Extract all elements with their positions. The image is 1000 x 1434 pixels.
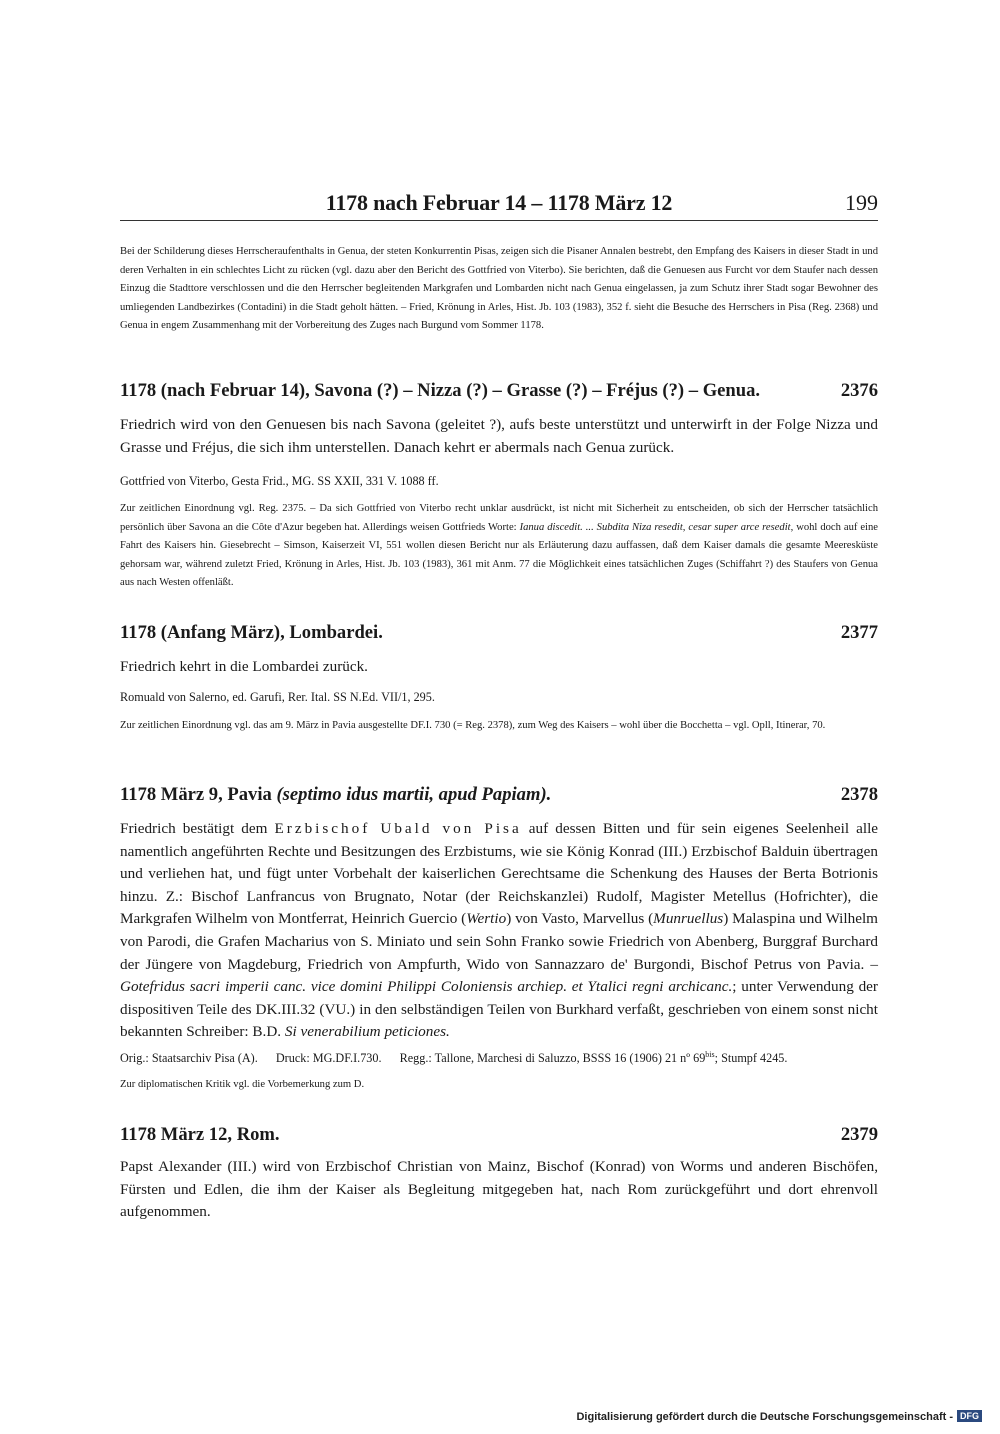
source-orig: Orig.: Staatsarchiv Pisa (A).: [120, 1051, 258, 1066]
comment-quote: Ianua discedit. ... Subdita Niza resedit, cesar super arce resedit,: [519, 521, 794, 533]
source-druck: Druck: MG.DF.I.730.: [275, 1051, 382, 1066]
text-italic: Munruellus: [653, 910, 724, 928]
regest-comment-2376: [120, 500, 878, 593]
text-italic: Wertio: [466, 910, 507, 928]
regest-source-2377: Romuald von Salerno, ed. Garufi, Rer. Ital. SS N.Ed. VII/1, 295.: [120, 690, 435, 704]
regest-heading-2379: [120, 1124, 878, 1146]
text-run: ) von Vasto, Marvellus (: [506, 910, 654, 928]
regest-number: 2376: [840, 380, 878, 401]
incipit: Si venerabilium peticiones.: [284, 1023, 450, 1041]
regest-comment-2378: Zur diplomatischen Kritik vgl. die Vorbemerkung zum D.: [120, 1079, 365, 1090]
comment-text: Zur zeitlichen Einordnung vgl. Reg. 2375. – Da sich Gottfried von Viterbo recht unklar ausdrückt, ist nicht mit Sicherheit zu entscheiden, ob sich der Herrscher tatsächlich persönlich über Savona an die Côte d'Azur begeben hat. Allerdings weisen Gottfrieds Worte:: [120, 503, 878, 533]
regest-text-2376: Friedrich wird von den Genuesen bis nach Savona (geleitet ?), aufs beste unterstützt und unterwirft in der Folge Nizza und Grasse und Fréjus, die sich ihm unterstellen. Danach kehrt er abermals nach Genua zurück.: [120, 416, 878, 456]
regest-number: 2379: [840, 1124, 878, 1145]
text-run: auf dessen Bitten und für sein eigenes Seelenheil alle namentlich angeführten Rechte und Besitzungen des Erzbistums, wie sie König Konrad (III.) Erzbischof Balduin übertragen und verliehen hat, und fügt unter Vorbehalt der kaiserlichen Gerechtsame die Schenkung des Hauses der Berta Botrionis hinzu. Z.: Bischof Lanfrancus von Brugnato, Notar (der Reichskanzlei) Rudolf, Magister Metellus (Hofrichter), die Markgrafen Wilhelm von Montferrat, Heinrich Guercio (: [120, 820, 879, 928]
regest-source-2378: [120, 1046, 878, 1067]
regest-comment-2377: Zur zeitlichen Einordnung vgl. das am 9. März in Pavia ausgestellte DF.I. 730 (= Reg. 2378), zum Weg des Kaisers – wohl über die Bocchetta – vgl. Opll, Itinerar, 70.: [120, 720, 826, 731]
regest-heading-date-latin: (septimo idus martii, apud Papiam).: [276, 784, 552, 805]
dfg-logo: DFG: [957, 1410, 982, 1422]
regest-source-2376: Gottfried von Viterbo, Gesta Frid., MG. SS XXII, 331 V. 1088 ff.: [120, 474, 439, 488]
regest-heading-2377: [120, 622, 878, 644]
regest-heading-text: 1178 März 9, Pavia: [120, 784, 272, 805]
regest-text-2378: [120, 818, 878, 1044]
page-number: 199: [845, 190, 878, 215]
text-run: Friedrich bestätigt dem: [120, 820, 268, 837]
source-regg-sup: bis: [705, 1050, 715, 1059]
regest-text-2377: Friedrich kehrt in die Lombardei zurück.: [120, 658, 368, 675]
recipient-spaced: Erzbischof Ubald von Pisa: [274, 820, 522, 837]
comment-text: wohl doch auf eine Fahrt des Kaisers hin. Giesebrecht – Simson, Kaiserzeit VI, 551 wollen diesen Bericht nur als Erläuterung dazu auffassen, daß dem Kaiser damals die gesamte Meeresküste gehorsam war, während zuletzt Fried, Krönung in Arles, Hist. Jb. 103 (1983), 361 mit Anm. 77 die Möglichkeit eines tatsächlichen Zuges (Schiffahrt ?) des Staufers von Genua aus nach Westen offenläßt.: [120, 521, 878, 589]
source-regg: ; Stumpf 4245.: [714, 1051, 788, 1066]
header-rule: [120, 220, 878, 221]
regest-heading-text: 1178 (Anfang März), Lombardei.: [120, 622, 383, 643]
text-run: ; unter Verwendung der dispositiven Teile des DK.III.32 (VU.) in den selbständigen Teilen von Burkhard verfaßt, geschrieben von einem sonst nicht bekannten Schreiber: B.D.: [120, 978, 878, 1041]
header-title: 1178 nach Februar 14 – 1178 März 12: [325, 190, 673, 215]
regest-text-2379: Papst Alexander (III.) wird von Erzbischof Christian von Mainz, Bischof (Konrad) von Worms und anderen Bischöfen, Fürsten und Edlen, die ihm der Kaiser als Begleitung mitgegeben hat, nach Rom zurückgeführt und dort ehrenvoll aufgenommen.: [120, 1158, 878, 1221]
source-regg: Regg.: Tallone, Marchesi di Saluzzo, BSSS 16 (1906) 21 nº 69: [399, 1051, 706, 1066]
running-header: [120, 190, 878, 222]
text-run: ) Malaspina und Wilhelm von Parodi, die Grafen Macharius von S. Miniato und sein Sohn Franko sowie Friedrich von Abenberg, Burggraf Burchard der Jüngere von Magdeburg, Friedrich von Ampfurth, Wido von Sannazzaro de' Burgondi, Bischof Petrus von Pavia. –: [120, 910, 878, 973]
regest-heading-text: 1178 (nach Februar 14), Savona (?) – Nizza (?) – Grasse (?) – Fréjus (?) – Genua.: [120, 380, 761, 401]
regest-number: 2377: [840, 622, 878, 643]
regest-heading-text: 1178 März 12, Rom.: [120, 1124, 280, 1145]
recognition-clause: Gotefridus sacri imperii canc. vice domini Philippi Coloniensis archiep. et Ytalici regni archicanc.: [120, 978, 733, 996]
intro-note: Bei der Schilderung dieses Herrscheraufenthalts in Genua, der steten Konkurrentin Pisas, zeigen sich die Pisaner Annalen bestrebt, den Empfang des Kaisers in dieser Stadt in und deren Verhalten in ein schlechtes Licht zu rücken (vgl. dazu aber den Bericht des Gottfried von Viterbo). Sie berichten, daß die Genuesen aus Furcht vor dem Staufer nach dessen Einzug die Stadttore verschlossen und die den Herrscher begleitenden Markgrafen und Lombarden nicht nach Genua eingelassen, ja zum Schutz ihrer Stadt sogar Bewohner des umliegenden Landbezirkes (Contadini) in die Stadt geholt hätten. – Fried, Krönung in Arles, Hist. Jb. 103 (1983), 352 f. sieht die Besuche des Herrschers in Pisa (Reg. 2368) und Genua in engem Zusammenhang mit der Vorbereitung des Zuges nach Burgund vom Sommer 1178.: [120, 246, 878, 332]
footer-credit: [576, 1410, 982, 1423]
footer-text: Digitalisierung gefördert durch die Deutsche Forschungsgemeinschaft -: [576, 1411, 953, 1423]
regest-number: 2378: [840, 784, 878, 805]
regest-heading-2378: [120, 784, 878, 806]
regest-heading-2376: [120, 380, 878, 402]
